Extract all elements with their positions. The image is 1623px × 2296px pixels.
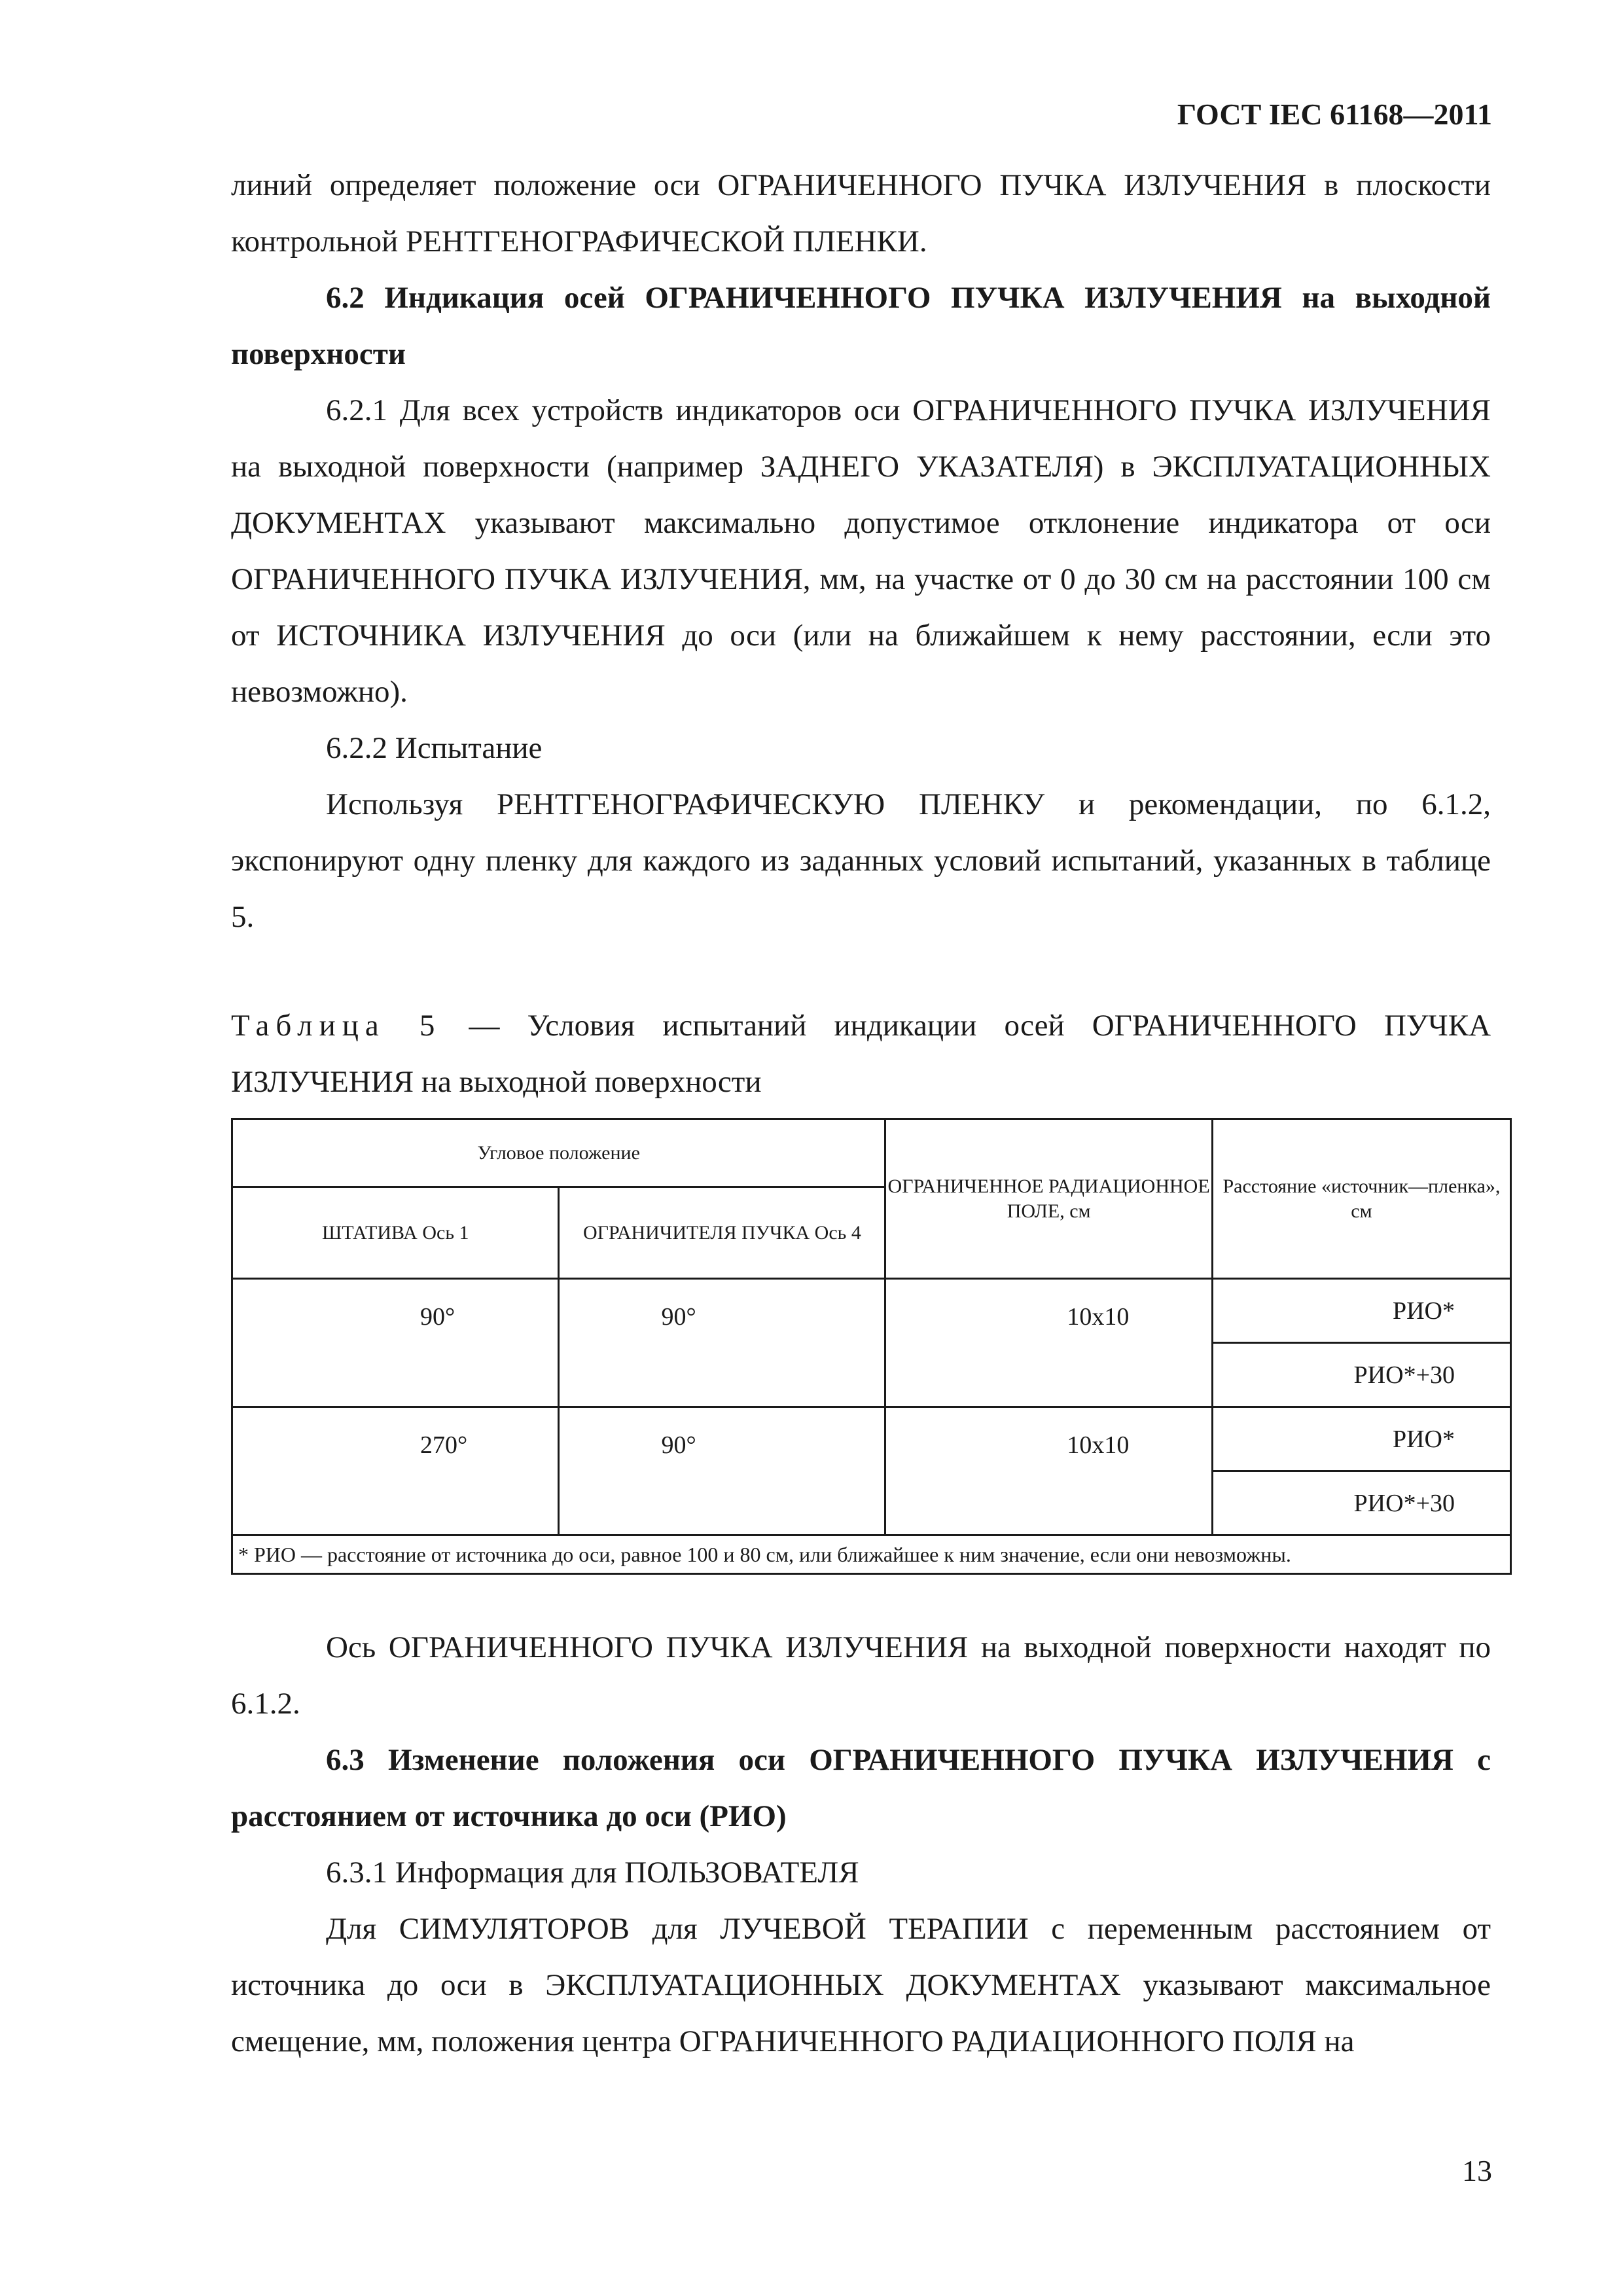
header-distance: Расстояние «источник—пленка», см <box>1212 1119 1510 1279</box>
page-number: 13 <box>1462 2154 1492 2187</box>
after-table-block <box>231 1619 1491 2070</box>
table-row <box>232 1279 1511 1343</box>
paragraph-6-2-2: 6.2.2 Испытание <box>326 731 543 765</box>
paragraph-6-3-1: 6.3.1 Информация для ПОЛЬЗОВАТЕЛЯ <box>326 1856 859 1890</box>
paragraph-6-2-1: 6.2.1 Для всех устройств индикаторов оси ОГРАНИЧЕННОГО ПУЧКА ИЗЛУЧЕНИЯ на выходной поверхности (например ЗАДНЕГО УКАЗАТЕЛЯ) в ЭКСПЛУАТАЦИОННЫХ ДОКУМЕНТАХ указывают максимально допустимое отклонение индикатора от оси ОГРАНИЧЕННОГО ПУЧКА ИЗЛУЧЕНИЯ, мм, на участке от 0 до 30 см на расстоянии 100 см от ИСТОЧНИКА ИЗЛУЧЕНИЯ до оси (или на ближайшем к нему расстоянии, если это невозможно). <box>231 393 1491 709</box>
paragraph-continuation: линий определяет положение оси ОГРАНИЧЕННОГО ПУЧКА ИЗЛУЧЕНИЯ в плоскости контрольной РЕНТГЕНОГРАФИЧЕСКОЙ ПЛЕНКИ. <box>231 168 1491 259</box>
header-angular-position: Угловое положение <box>232 1119 885 1187</box>
cell-distance: РИО* <box>1212 1407 1510 1471</box>
table-footnote: * РИО — расстояние от источника до оси, равное 100 и 80 см, или ближайшее к ним значение, если они невозможны. <box>232 1535 1511 1574</box>
cell-field: 10x10 <box>885 1279 1212 1407</box>
paragraph-6-2-2-body: Используя РЕНТГЕНОГРАФИЧЕСКУЮ ПЛЕНКУ и рекомендации, по 6.1.2, экспонируют одну пленку для каждого из заданных условий испытаний, указанных в таблице 5. <box>231 787 1491 934</box>
section-heading-6-3: 6.3 Изменение положения оси ОГРАНИЧЕННОГО ПУЧКА ИЗЛУЧЕНИЯ с расстоянием от источника до оси (РИО) <box>231 1743 1491 1833</box>
cell-distance: РИО*+30 <box>1212 1471 1510 1535</box>
cell-collimator: 90° <box>559 1407 885 1535</box>
section-heading-6-2: 6.2 Индикация осей ОГРАНИЧЕННОГО ПУЧКА ИЗЛУЧЕНИЯ на выходной поверхности <box>231 281 1491 371</box>
cell-collimator: 90° <box>559 1279 885 1407</box>
header-field: ОГРАНИЧЕННОЕ РАДИАЦИОННОЕ ПОЛЕ, см <box>885 1119 1212 1279</box>
spacer <box>231 945 1491 997</box>
table-caption-text: — Условия испытаний индикации осей ОГРАНИЧЕННОГО ПУЧКА ИЗЛУЧЕНИЯ на выходной поверхности <box>231 1009 1491 1099</box>
cell-gantry: 90° <box>232 1279 559 1407</box>
cell-gantry: 270° <box>232 1407 559 1535</box>
standard-header: ГОСТ IEC 61168—2011 <box>1177 98 1492 131</box>
table-5 <box>231 1118 1512 1575</box>
header-collimator: ОГРАНИЧИТЕЛЯ ПУЧКА Ось 4 <box>559 1187 885 1279</box>
paragraph-axis-found: Ось ОГРАНИЧЕННОГО ПУЧКА ИЗЛУЧЕНИЯ на выходной поверхности находят по 6.1.2. <box>231 1630 1491 1721</box>
table-caption <box>231 997 1491 1110</box>
header-gantry: ШТАТИВА Ось 1 <box>232 1187 559 1279</box>
table-row <box>232 1407 1511 1471</box>
paragraph-6-3-1-body: Для СИМУЛЯТОРОВ для ЛУЧЕВОЙ ТЕРАПИИ с переменным расстоянием от источника до оси в ЭКСПЛУАТАЦИОННЫХ ДОКУМЕНТАХ указывают максимальное смещение, мм, положения центра ОГРАНИЧЕННОГО РАДИАЦИОННОГО ПОЛЯ на <box>231 1912 1491 2058</box>
cell-field: 10x10 <box>885 1407 1212 1535</box>
cell-distance: РИО* <box>1212 1279 1510 1343</box>
table-caption-label: Таблица 5 <box>231 1009 442 1043</box>
cell-distance: РИО*+30 <box>1212 1343 1510 1407</box>
body-text <box>231 157 1501 2070</box>
